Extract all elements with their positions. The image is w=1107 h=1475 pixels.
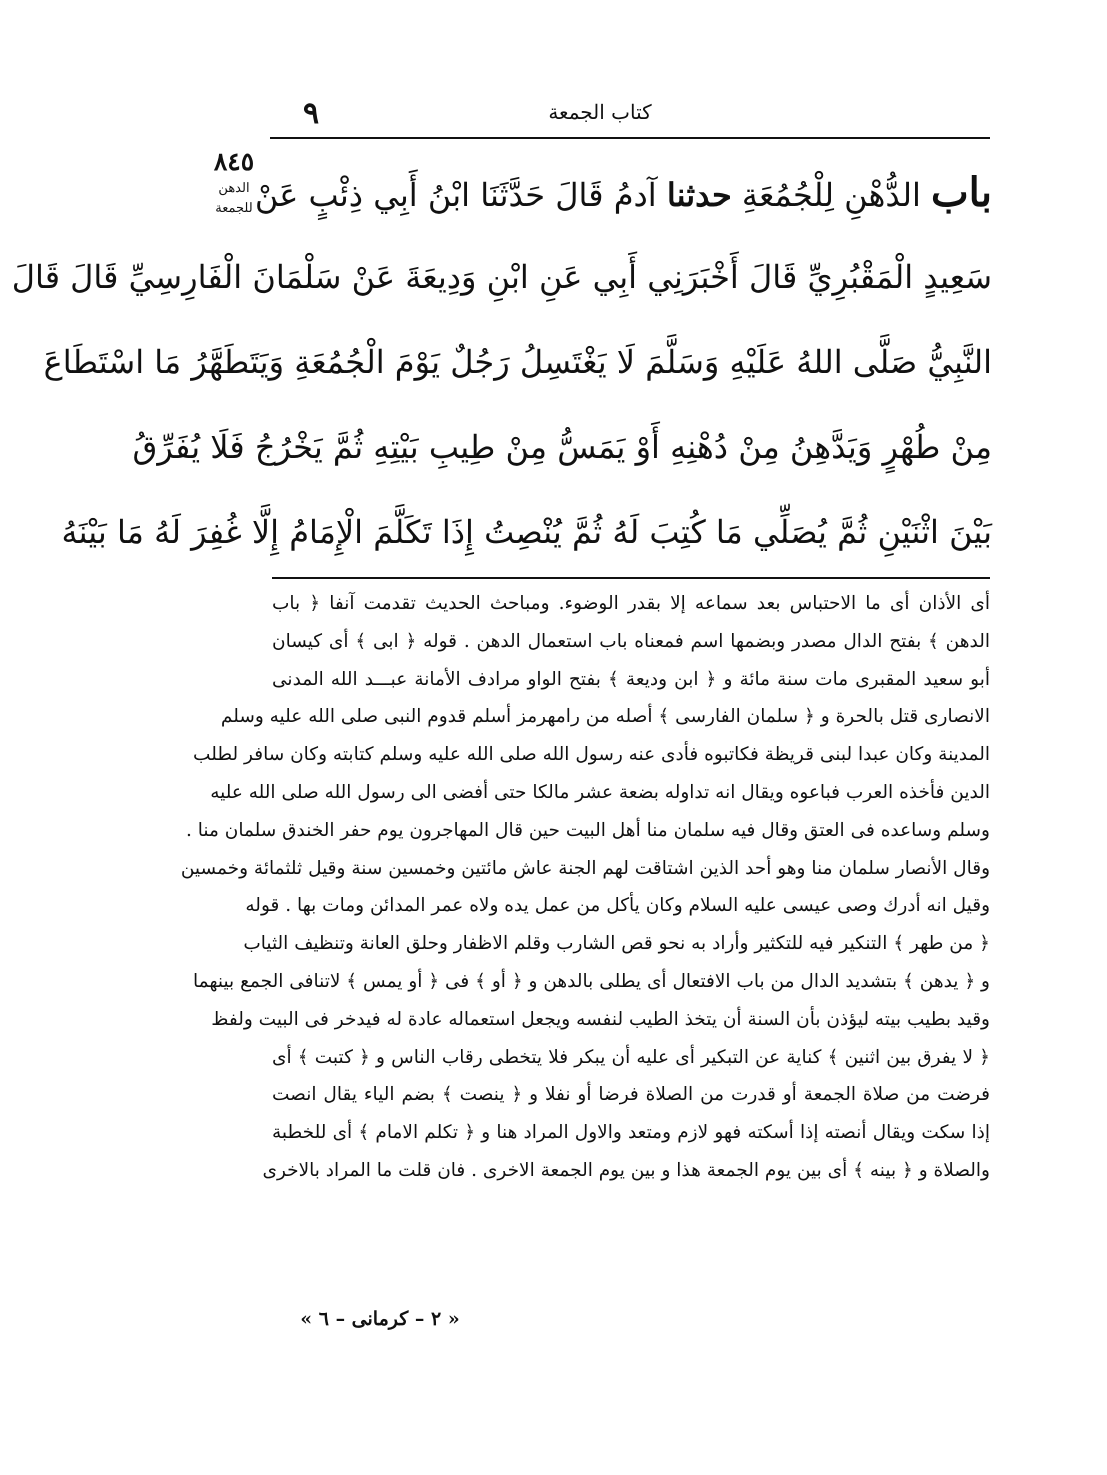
margin-label-line2: للجمعة: [215, 201, 253, 216]
header-rule: [270, 137, 990, 139]
bab-heading: باب: [931, 169, 992, 216]
commentary-line: وقال الأنصار سلمان منا وهو أحد الذين اشتاقت لهم الجنة عاش مائتين وخمسين سنة وقيل ثلثمائة وخمسين: [180, 857, 990, 879]
commentary-line: ﴿ من طهر ﴾ التنكير فيه للتكثير وأراد به نحو قص الشارب وقلم الاظفار وحلق العانة وتنظيف الثياب: [243, 933, 990, 955]
commentary-line: المدينة وكان عبدا لبنى قريظة فكاتبوه فأدى عنه رسول الله صلى الله عليه وسلم كتابته وكان سافر لطلب: [193, 744, 990, 766]
commentary-line: الدهن ﴾ بفتح الدال مصدر وبضمها اسم فمعناه باب استعمال الدهن . قوله ﴿ ابى ﴾ أى كيسان: [272, 630, 990, 652]
commentary-line: إذا سكت ويقال أنصته إذا أسكته فهو لازم ومتعد والاول المراد هنا و ﴿ تكلم الامام ﴾ أى للخطبة: [272, 1122, 990, 1144]
commentary-line: فرضت من صلاة الجمعة أو قدرت من الصلاة فرضا أو نفلا و ﴿ ينصت ﴾ بضم الياء يقال انصت: [272, 1084, 990, 1106]
commentary-line: أى الأذان أى ما الاحتباس بعد سماعه إلا بقدر الوضوء. ومباحث الحديث تقدمت آنفا ﴿ باب: [272, 593, 990, 614]
page-number: ٩: [302, 96, 320, 131]
chapter-title: الدُّهْنِ لِلْجُمُعَةِ: [741, 176, 921, 214]
margin-label-line1: الدهن: [218, 181, 250, 196]
hadith-line-1: [254, 150, 992, 235]
hadith-number: ٨٤٥: [213, 147, 255, 176]
commentary-line: و ﴿ يدهن ﴾ بتشديد الدال من باب الافتعال أى يطلى بالدهن و ﴿ أو ﴾ فى ﴿ أو يمس ﴾ لاتنافى الجمع بينهما: [193, 970, 990, 992]
commentary-line: ﴿ لا يفرق بين اثنين ﴾ كناية عن التبكير أى عليه أن يبكر فلا يتخطى رقاب الناس و ﴿ كتبت ﴾ أى: [272, 1046, 990, 1068]
commentary-line: وقيد بطيب بيته ليؤذن بأن السنة أن يتخذ الطيب لنفسه ويجعل استعماله عادة له فيدخر فى البيت ولفظ: [211, 1008, 990, 1030]
signature-mark: « ٢ – كرمانى – ٦ »: [300, 1308, 460, 1330]
haddatha-word: حدثنا: [666, 176, 732, 214]
commentary: [180, 585, 990, 1190]
commentary-line: أبو سعيد المقبرى مات سنة مائة و ﴿ ابن وديعة ﴾ بفتح الواو مرادف الأمانة عبـــد الله المدنى: [272, 668, 990, 690]
hadith-line-4: مِنْ طُهْرٍ وَيَدَّهِنُ مِنْ دُهْنِهِ أَوْ يَمَسُّ مِنْ طِيبِ بَيْتِهِ ثُمَّ يَخْرُجُ فَلَا يُفَرِّقُ: [132, 428, 992, 466]
commentary-line: وقيل انه أدرك وصى عيسى عليه السلام وكان يأكل من عمل يده ولاه عمر المدائن ومات بها . قوله: [245, 895, 990, 917]
hadith-line-3: النَّبِيُّ صَلَّى اللهُ عَلَيْهِ وَسَلَّمَ لَا يَغْتَسِلُ رَجُلٌ يَوْمَ الْجُمُعَةِ وَيَتَطَهَّرُ مَا اسْتَطَاعَ: [43, 343, 992, 381]
commentary-line: والصلاة و ﴿ بينه ﴾ أى بين يوم الجمعة هذا و بين يوم الجمعة الاخرى . فان قلت ما المراد بالاخرى: [262, 1159, 990, 1181]
hadith-line-2: سَعِيدٍ الْمَقْبُرِيِّ قَالَ أَخْبَرَنِي أَبِي عَنِ ابْنِ وَدِيعَةَ عَنْ سَلْمَانَ الْفَارِسِيِّ قَالَ قَالَ: [11, 258, 992, 296]
commentary-line: الدين فأخذه العرب فباعوه ويقال انه تداوله بضعة عشر مالكا حتى أفضى الى رسول الله صلى الله عليه: [210, 781, 990, 803]
running-title: كتاب الجمعة: [548, 100, 652, 124]
commentary-line: وسلم وساعده فى العتق وقال فيه سلمان منا أهل البيت حين قال المهاجرون يوم حفر الخندق سلمان منا .: [185, 819, 990, 841]
commentary-separator: [272, 577, 990, 579]
hadith-line-1-end: آدمُ قَالَ حَدَّثَنَا ابْنُ أَبِي ذِئْبٍ عَنْ: [254, 176, 657, 214]
commentary-line: الانصارى قتل بالحرة و ﴿ سلمان الفارسى ﴾ أصله من رامهرمز أسلم قدوم النبى صلى الله عليه وسلم: [220, 706, 990, 728]
hadith-line-5: بَيْنَ اثْنَيْنِ ثُمَّ يُصَلِّي مَا كُتِبَ لَهُ ثُمَّ يُنْصِتُ إِذَا تَكَلَّمَ الْإِمَامُ إِلَّا غُفِرَ لَهُ مَا بَيْنَهُ: [61, 513, 992, 551]
